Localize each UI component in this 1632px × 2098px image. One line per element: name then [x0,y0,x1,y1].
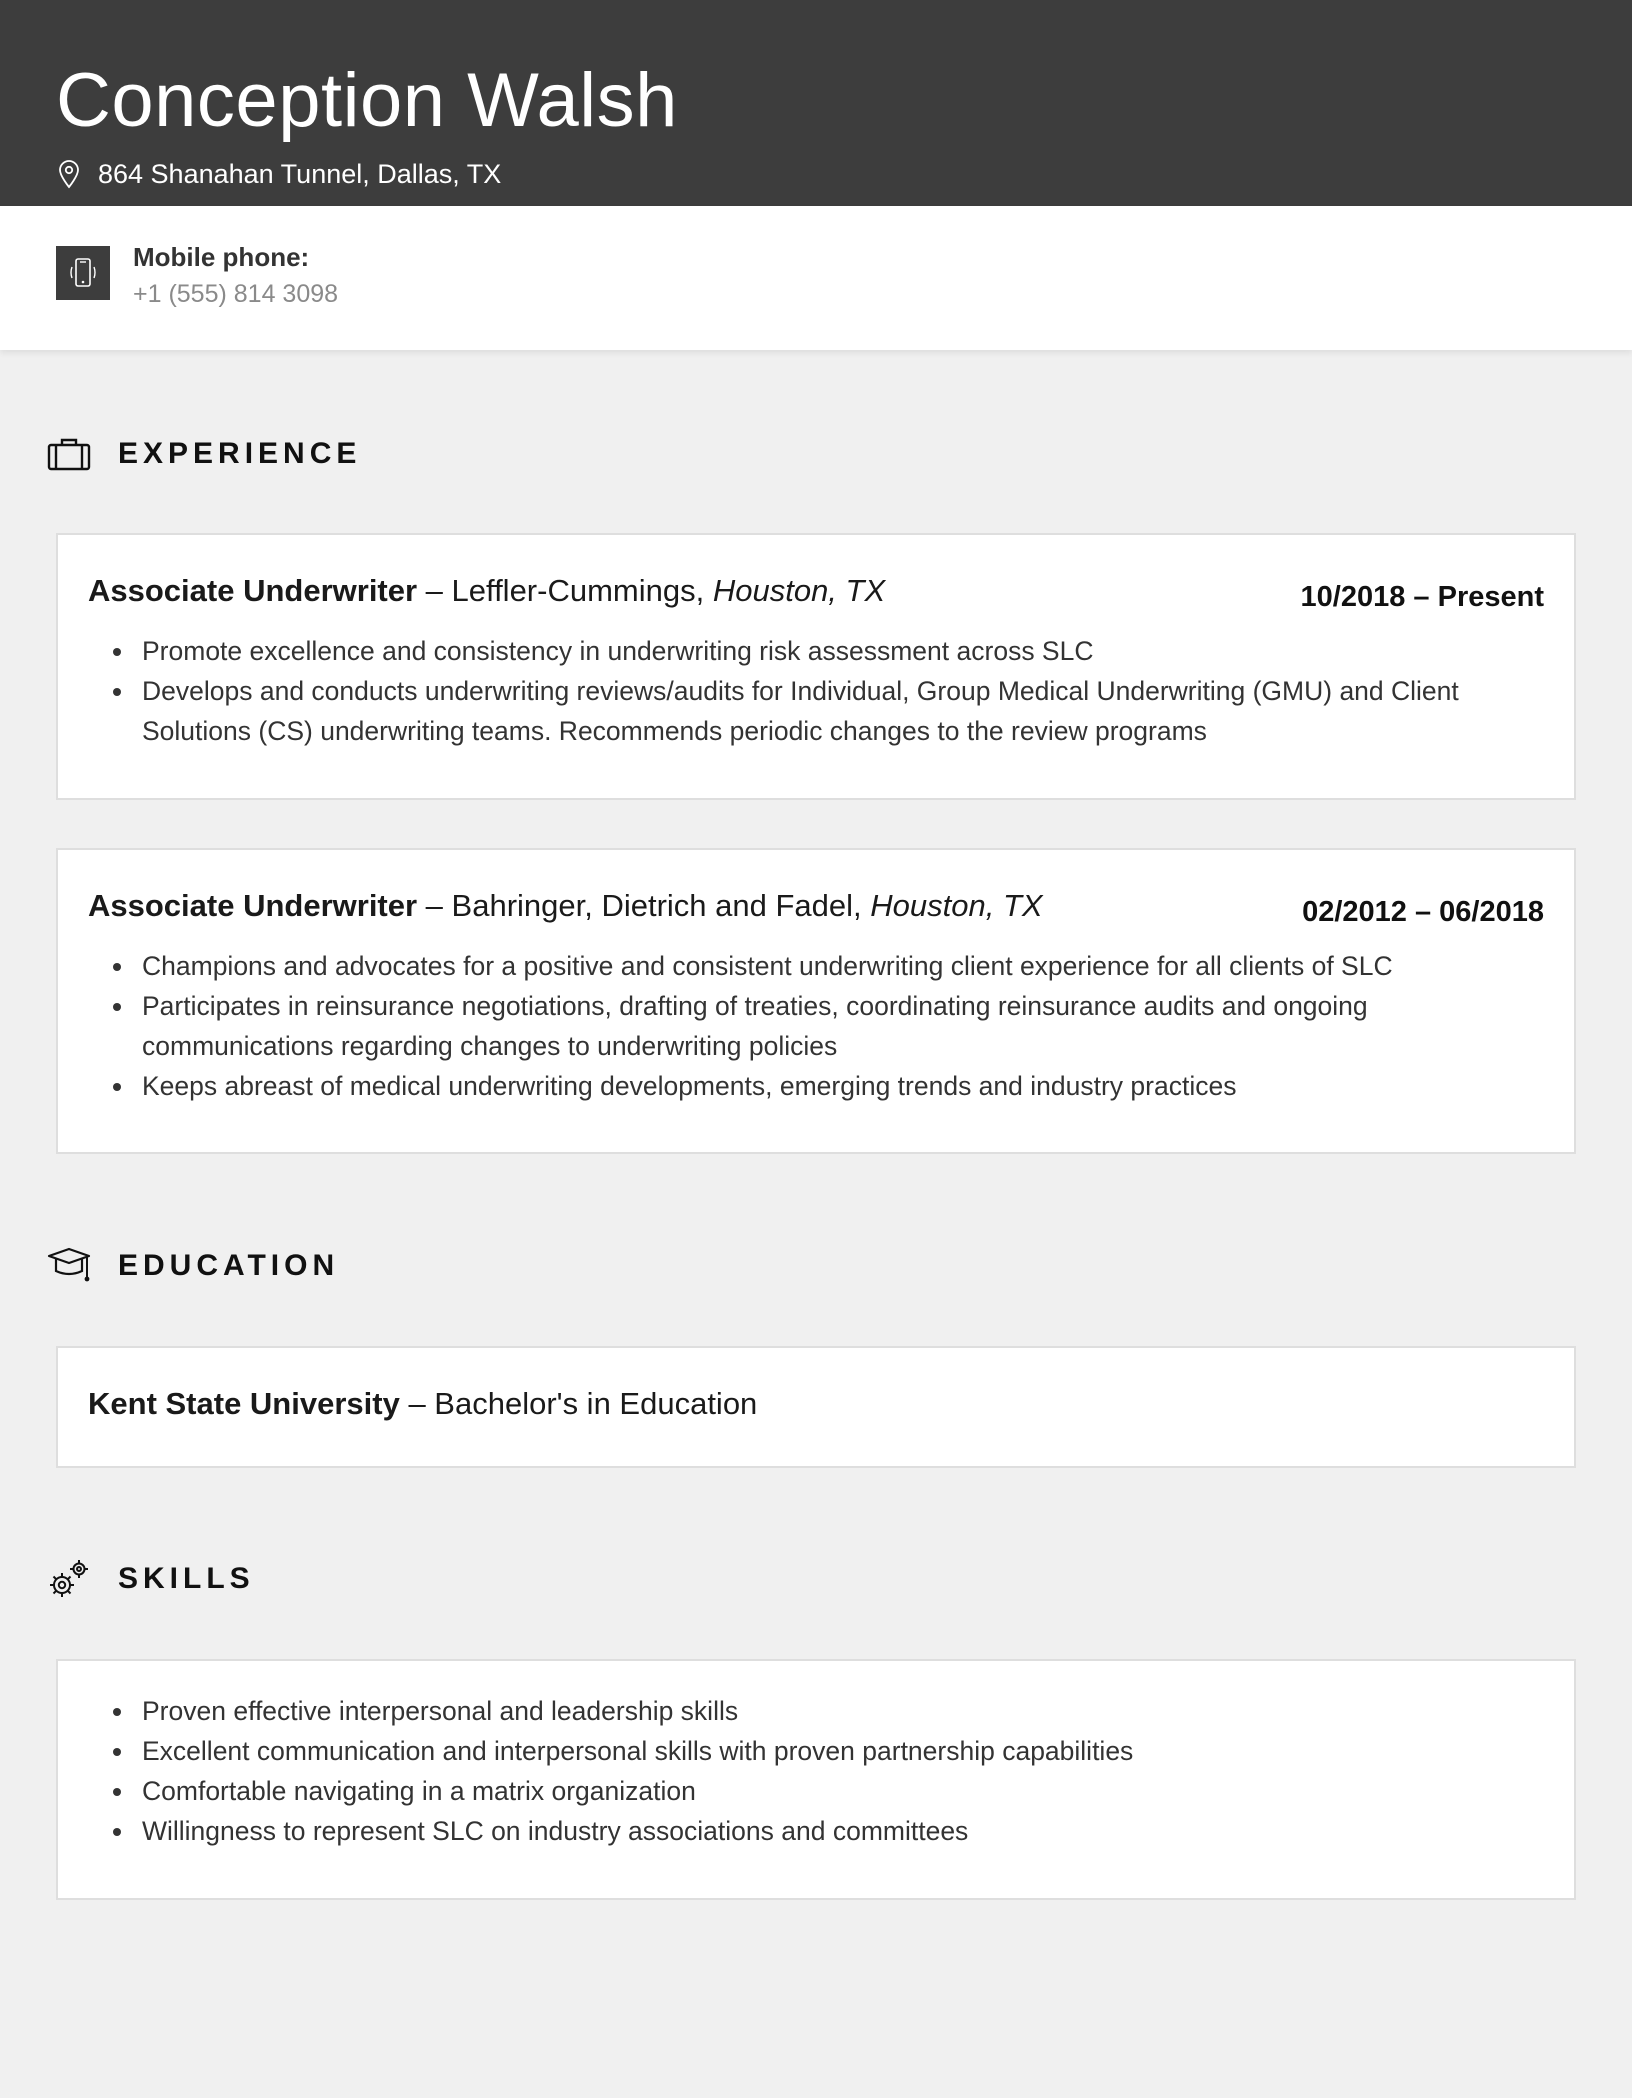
school-name: Kent State University [88,1386,400,1421]
job-bullet: Develops and conducts underwriting reviews/audits for Individual, Group Medical Underwriting (GMU) and Client Solutions (CS) underwriting teams. Recommends periodic changes to the review programs [106,671,1544,751]
education-row [88,1386,757,1422]
job-company: Leffler-Cummings [451,573,696,608]
job-bullets [106,631,1544,751]
job-bullet: Keeps abreast of medical underwriting developments, emerging trends and industry practices [106,1066,1544,1106]
skills-card [56,1659,1576,1900]
job-separator: – [417,888,452,923]
experience-title: EXPERIENCE [118,437,362,470]
address-row [56,156,501,192]
experience-heading [46,431,361,477]
job-location: Houston, TX [712,573,886,608]
mobile-phone-icon [56,246,110,300]
skill-item: Willingness to represent SLC on industry associations and committees [106,1811,1544,1851]
job-role: Associate Underwriter [88,573,418,608]
job-dates: 10/2018 – Present [1300,581,1544,613]
address-text: 864 Shanahan Tunnel, Dallas, TX [98,158,502,189]
job-role: Associate Underwriter [88,888,418,923]
job-company: Bahringer, Dietrich and Fadel [451,888,854,923]
job-card [56,533,1576,800]
job-comma: , [695,573,713,608]
job-bullets [106,946,1544,1106]
map-pin-icon [56,159,82,189]
job-separator: – [417,573,452,608]
resume-header [0,0,1632,206]
job-bullet: Participates in reinsurance negotiations, drafting of treaties, coordinating reinsurance audits and ongoing communications regarding changes to underwriting policies [106,986,1544,1066]
skills-list [106,1691,1544,1851]
skill-item: Proven effective interpersonal and leadership skills [106,1691,1544,1731]
skill-item: Excellent communication and interpersonal skills with proven partnership capabilities [106,1731,1544,1771]
job-location: Houston, TX [870,888,1043,923]
gears-icon [46,1556,92,1602]
job-dates: 02/2012 – 06/2018 [1302,896,1544,928]
contact-strip [0,206,1632,350]
briefcase-icon [46,431,92,477]
skills-heading [46,1556,255,1602]
skill-item: Comfortable navigating in a matrix organization [106,1771,1544,1811]
candidate-name: Conception Walsh [56,58,678,143]
job-title-row [88,573,885,609]
education-separator: – [399,1386,435,1421]
education-heading [46,1243,339,1289]
job-title-row [88,888,1043,924]
education-card [56,1346,1576,1468]
degree-name: Bachelor's in Education [434,1386,758,1421]
phone-label: Mobile phone: [133,242,310,272]
job-card [56,848,1576,1154]
job-bullet: Promote excellence and consistency in underwriting risk assessment across SLC [106,631,1544,671]
graduation-cap-icon [46,1243,92,1289]
skills-title: SKILLS [118,1562,255,1595]
job-bullet: Champions and advocates for a positive and consistent underwriting client experience for all clients of SLC [106,946,1544,986]
phone-value[interactable]: +1 (555) 814 3098 [133,280,339,308]
education-title: EDUCATION [118,1249,340,1282]
job-comma: , [853,888,871,923]
